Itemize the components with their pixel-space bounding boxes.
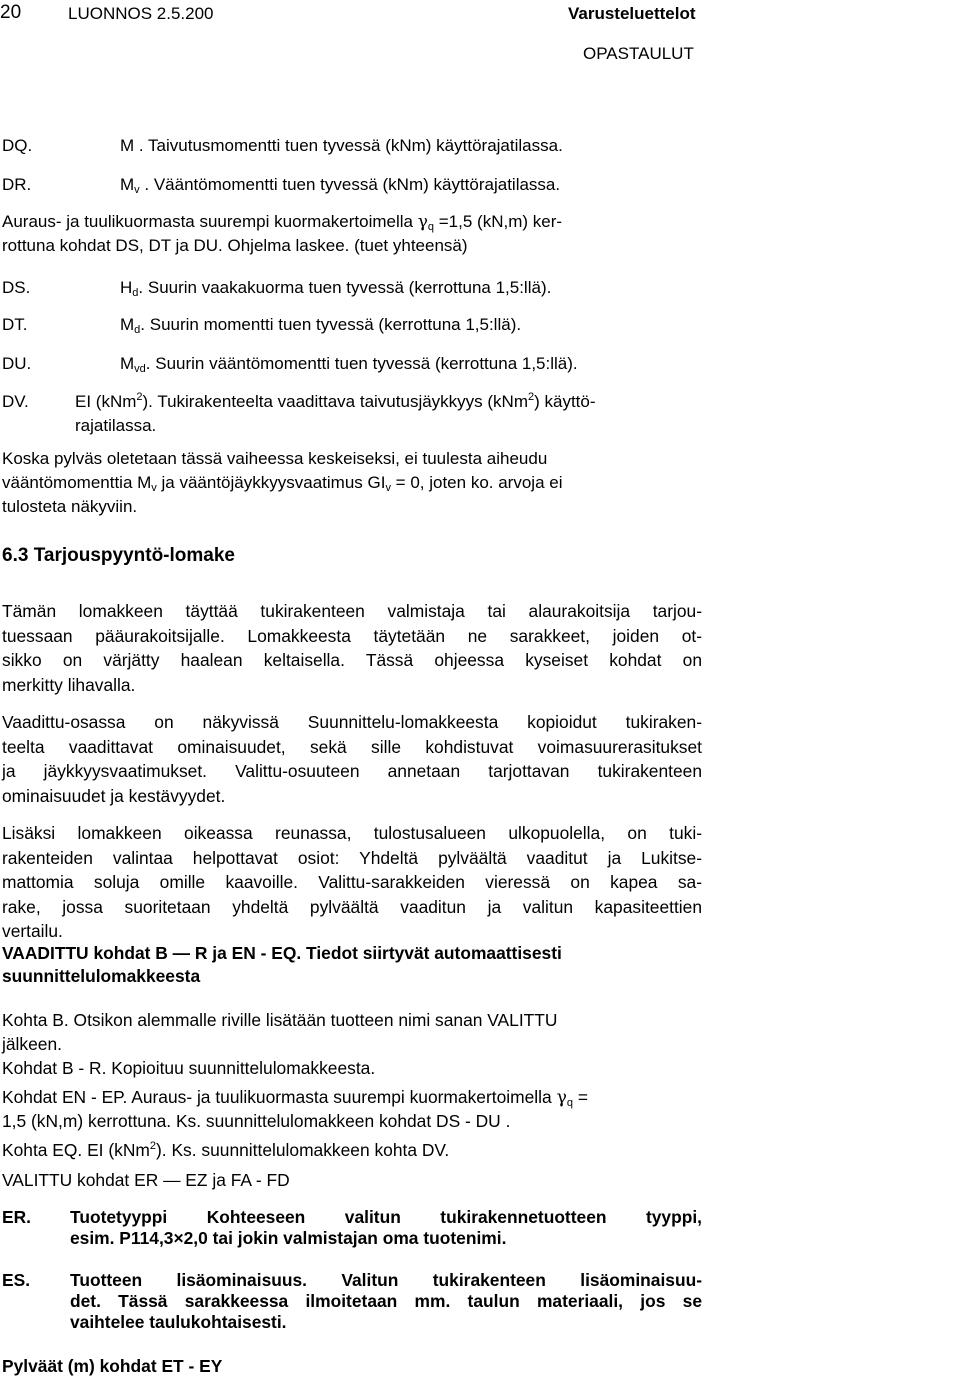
kohta-b-line2: jälkeen. xyxy=(2,1034,62,1054)
kohdat-en-line1: Kohdat EN - EP. Auraus- ja tuulikuormasta suurempi kuormakertoimella $\gamma_q$ = xyxy=(2,1087,589,1109)
item-text-dt: $M_d$. Suurin momentti tuen tyvessä (kerrottuna 1,5:llä). xyxy=(120,315,522,336)
kohdat-en-line2: 1,5 (kN,m) kerrottuna. Ks. suunnittelulomakkeen kohdat DS - DU . xyxy=(2,1111,511,1131)
para2-line2: vääntömomenttia $M_v$ ja vääntöjäykkyysvaatimus $GI_v = 0$, joten ko. arvoja ei xyxy=(2,473,563,494)
kohdat-b-r: Kohdat B - R. Kopioituu suunnittelulomakkeesta. xyxy=(2,1058,376,1078)
page-number: 20 xyxy=(0,2,22,23)
draft-label: LUONNOS 2.5.200 xyxy=(68,4,214,23)
item-code-dt: DT. xyxy=(2,315,28,334)
item-code-du: DU. xyxy=(2,354,32,373)
vaadittu-heading-line1: VAADITTU kohdat B — R ja EN - EQ. Tiedot siirtyvät automaattisesti xyxy=(2,943,562,963)
item-text-dv-line2: rajatilassa. xyxy=(75,416,157,435)
para3: Tämän lomakkeen täyttää tukirakenteen valmistaja tai alaurakoitsija tarjou- tuessaan pääurakoitsijalle. Lomakkeesta täytetään ne sarakkeet, joiden ot- sikko on värjätty haalean keltaisella. Tässä ohjeessa kyseiset kohdat on merkitty lihavalla. xyxy=(2,601,702,695)
item-text-dq: M . Taivutusmomentti tuen tyvessä (kNm) käyttörajatilassa. xyxy=(120,136,563,155)
section-title: Varusteluettelot xyxy=(568,4,696,23)
valittu-line: VALITTU kohdat ER — EZ ja FA - FD xyxy=(2,1170,290,1190)
para1-line2: rottuna kohdat DS, DT ja DU. Ohjelma laskee. (tuet yhteensä) xyxy=(2,236,468,255)
kohta-b-line1: Kohta B. Otsikon alemmalle riville lisätään tuotteen nimi sanan VALITTU xyxy=(2,1010,558,1030)
item-code-dr: DR. xyxy=(2,175,32,194)
vaadittu-heading-line2: suunnittelulomakkeesta xyxy=(2,966,201,986)
item-text-es: Tuotteen lisäominaisuus. Valitun tukirakenteen lisäominaisuu- det. Tässä sarakkeessa ilmoitetaan mm. taulun materiaali, jos se vaihtelee taulukohtaisesti. xyxy=(70,1270,702,1332)
para5: Lisäksi lomakkeen oikeassa reunassa, tulostusalueen ulkopuolella, on tuki- rakenteiden valintaa helpottavat osiot: Yhdeltä pylväältä vaaditut ja Lukitse- mattomia soluja omille kaavoille. Valittu-sarakkeiden vieressä on kapea sa- rake, jossa suoritetaan yhdeltä pylväältä vaaditun ja valitun kapasiteettien vertailu. xyxy=(2,823,702,941)
para4: Vaadittu-osassa on näkyvissä Suunnittelu-lomakkeesta kopioidut tukiraken- teelta vaadittavat ominaisuudet, sekä sille kohdistuvat voimasuurerasitukset ja jäykkyysvaatimukset. Valittu-osuuteen annetaan tarjottavan tukirakenteen ominaisuudet ja kestävyydet. xyxy=(2,712,702,806)
para1-line1: Auraus- ja tuulikuormasta suurempi kuormakertoimella $\gamma_q =1,5$ (kN,m) ker- xyxy=(2,212,563,233)
pylvaat-heading: Pylväät (m) kohdat ET - EY xyxy=(2,1356,223,1376)
item-code-es: ES. xyxy=(2,1270,31,1290)
item-text-er: Tuotetyyppi Kohteeseen valitun tukirakennetuotteen tyyppi, esim. P114,3×2,0 tai jokin valmistajan oma tuotenimi. xyxy=(70,1207,702,1248)
para2-line1: Koska pylväs oletetaan tässä vaiheessa keskeiseksi, ei tuulesta aiheudu xyxy=(2,449,548,468)
section-heading: 6.3 Tarjouspyyntö-lomake xyxy=(2,545,235,566)
kohta-eq: Kohta EQ. EI (kNm$^2$). Ks. suunnittelulomakkeen kohta DV. xyxy=(2,1140,450,1160)
item-text-dr: $M_v$ . Vääntömomentti tuen tyvessä (kNm) käyttörajatilassa. xyxy=(120,175,561,196)
item-text-dv: EI (kNm$^2$). Tukirakenteelta vaadittava taivutusjäykkyys (kNm$^2$) käyttö- xyxy=(75,391,596,411)
subsection-title: OPASTAULUT xyxy=(583,44,694,63)
item-text-du: $M_{vd}$. Suurin vääntömomentti tuen tyvessä (kerrottuna 1,5:llä). xyxy=(120,354,578,375)
para2-line3: tulosteta näkyviin. xyxy=(2,497,138,516)
item-code-dv: DV. xyxy=(2,392,29,411)
item-code-dq: DQ. xyxy=(2,136,33,155)
item-code-er: ER. xyxy=(2,1207,31,1227)
item-text-ds: $H_d$. Suurin vaakakuorma tuen tyvessä (kerrottuna 1,5:llä). xyxy=(120,278,552,299)
item-code-ds: DS. xyxy=(2,278,31,297)
